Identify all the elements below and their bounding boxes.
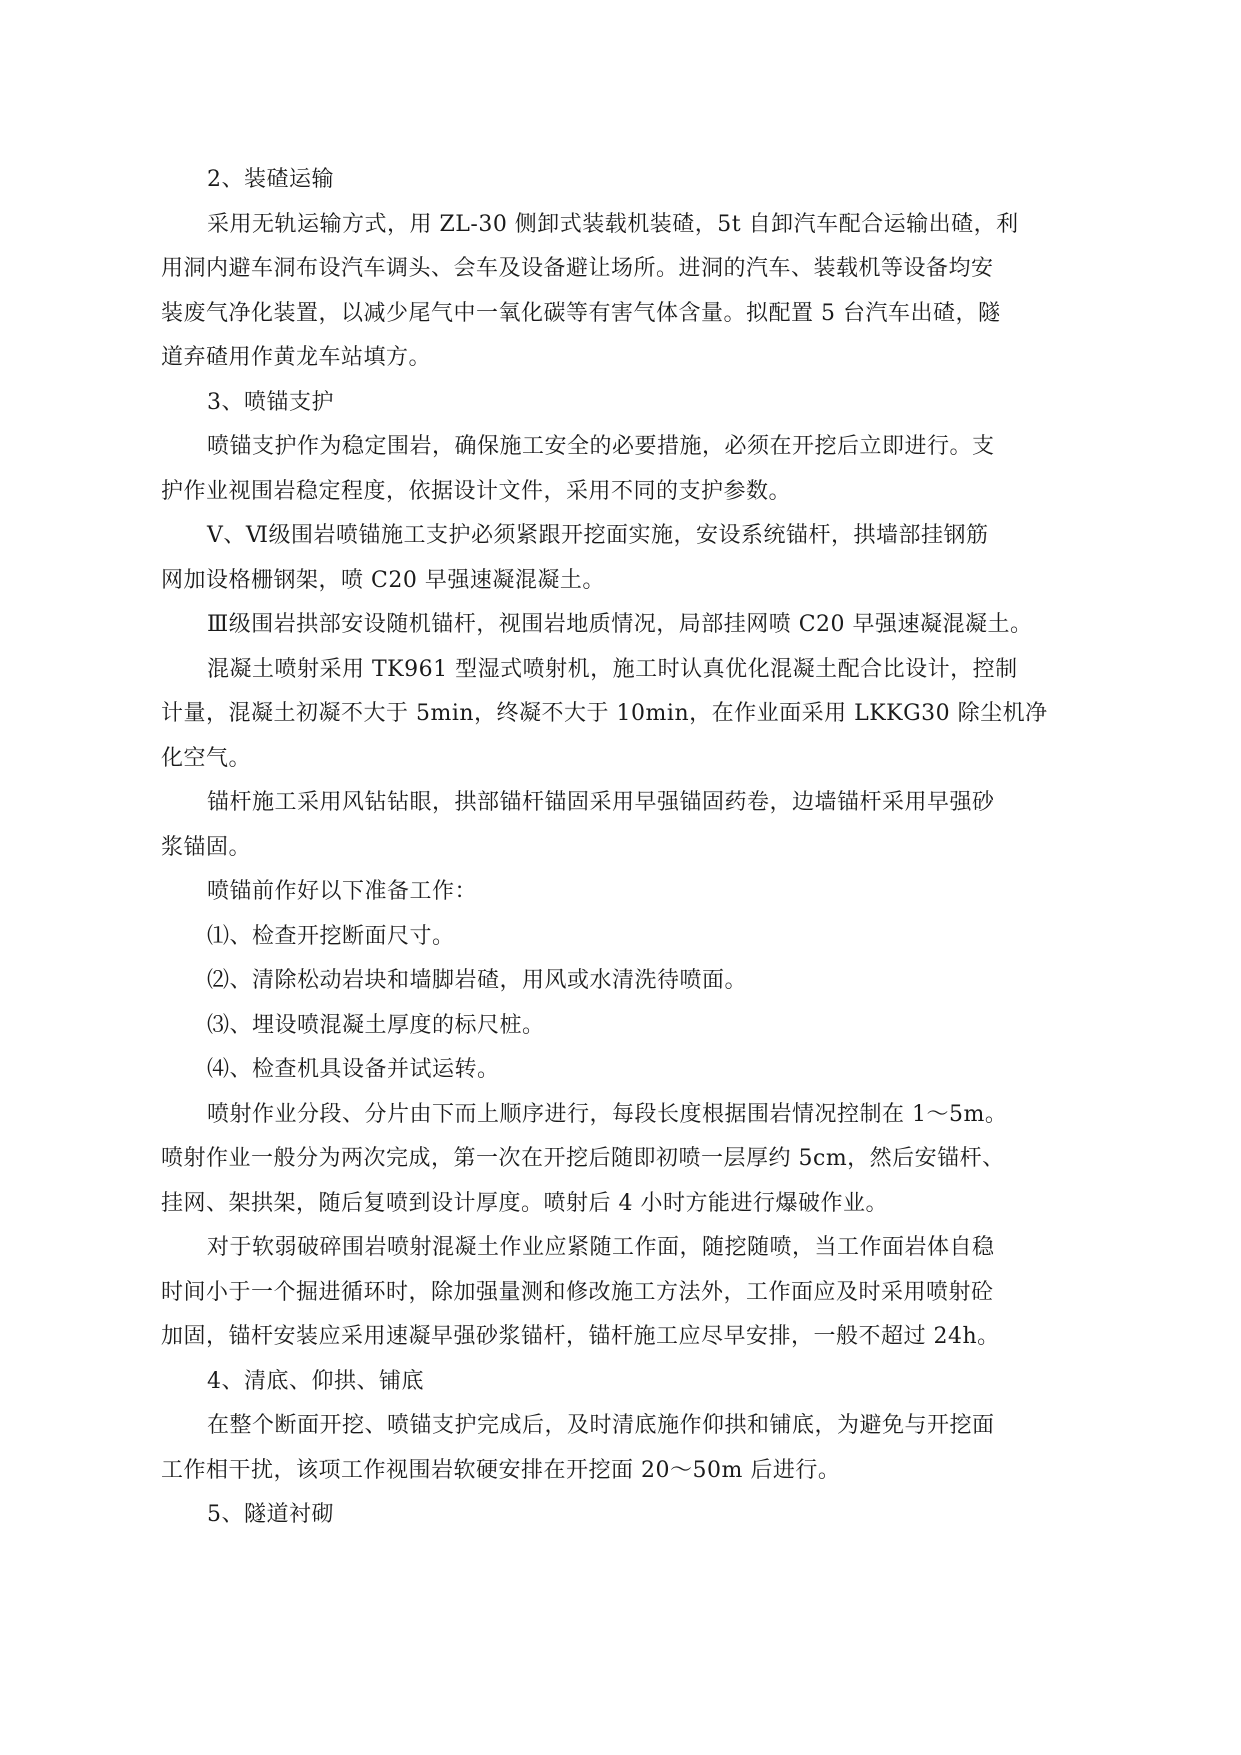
paragraph-line: 喷锚支护作为稳定围岩，确保施工安全的必要措施，必须在开挖后立即进行。支 xyxy=(207,434,995,459)
paragraph-line: 挂网、架拱架，随后复喷到设计厚度。喷射后 4 小时方能进行爆破作业。 xyxy=(161,1190,888,1216)
paragraph-line: 用洞内避车洞布设汽车调头、会车及设备避让场所。进洞的汽车、装载机等设备均安 xyxy=(161,256,994,281)
list-item: ⑴、检查开挖断面尺寸。 xyxy=(207,923,455,949)
paragraph-line: 网加设格栅钢架，喷 C20 早强速凝混凝土。 xyxy=(161,567,605,593)
paragraph-line: 装废气净化装置，以减少尾气中一氧化碳等有害气体含量。拟配置 5 台汽车出碴，隧 xyxy=(161,300,1001,326)
paragraph-line: 加固，锚杆安装应采用速凝早强砂浆锚杆，锚杆施工应尽早安排，一般不超过 24h。 xyxy=(161,1324,1000,1349)
paragraph-line: 工作相干扰，该项工作视围岩软硬安排在开挖面 20～50m 后进行。 xyxy=(161,1457,841,1483)
paragraph-line: 化空气。 xyxy=(161,745,252,771)
section-heading: 4、清底、仰拱、铺底 xyxy=(207,1368,424,1394)
paragraph-line: 时间小于一个掘进循环时，除加强量测和修改施工方法外，工作面应及时采用喷射砼 xyxy=(161,1279,994,1305)
paragraph-line: Ⅴ、Ⅵ级围岩喷锚施工支护必须紧跟开挖面实施，安设系统锚杆，拱墙部挂钢筋 xyxy=(207,523,989,548)
paragraph-line: 锚杆施工采用风钻钻眼，拱部锚杆锚固采用早强锚固药卷，边墙锚杆采用早强砂 xyxy=(207,790,995,815)
paragraph-line: Ⅲ级围岩拱部安设随机锚杆，视围岩地质情况，局部挂网喷 C20 早强速凝混凝土。 xyxy=(207,612,1033,637)
list-item: ⑵、清除松动岩块和墙脚岩碴，用风或水清洗待喷面。 xyxy=(207,968,748,993)
list-item: ⑶、埋设喷混凝土厚度的标尺桩。 xyxy=(207,1012,545,1038)
paragraph-line: 喷射作业分段、分片由下而上顺序进行，每段长度根据围岩情况控制在 1～5m。 xyxy=(207,1101,1008,1127)
paragraph-line: 喷锚前作好以下准备工作： xyxy=(207,879,478,904)
paragraph-line: 采用无轨运输方式，用 ZL-30 侧卸式装载机装碴，5t 自卸汽车配合运输出碴，利 xyxy=(207,211,1019,237)
list-item: ⑷、检查机具设备并试运转。 xyxy=(207,1057,500,1082)
paragraph-line: 道弃碴用作黄龙车站填方。 xyxy=(161,345,432,370)
paragraph-line: 计量，混凝土初凝不大于 5min，终凝不大于 10min，在作业面采用 LKKG30 除尘机净 xyxy=(161,701,1048,726)
section-heading: 2、装碴运输 xyxy=(207,167,334,192)
paragraph-line: 浆锚固。 xyxy=(161,834,252,860)
paragraph-line: 喷射作业一般分为两次完成，第一次在开挖后随即初喷一层厚约 5cm，然后安锚杆、 xyxy=(161,1146,1005,1171)
section-heading: 5、隧道衬砌 xyxy=(207,1502,334,1527)
paragraph-line: 在整个断面开挖、喷锚支护完成后，及时清底施作仰拱和铺底，为避免与开挖面 xyxy=(207,1413,995,1438)
paragraph-line: 对于软弱破碎围岩喷射混凝土作业应紧随工作面，随挖随喷，当工作面岩体自稳 xyxy=(207,1235,995,1260)
document-body xyxy=(161,158,1081,1538)
paragraph-line: 护作业视围岩稳定程度，依据设计文件，采用不同的支护参数。 xyxy=(161,478,792,504)
paragraph-line: 混凝土喷射采用 TK961 型湿式喷射机，施工时认真优化混凝土配合比设计，控制 xyxy=(207,656,1018,682)
section-heading: 3、喷锚支护 xyxy=(207,389,334,415)
